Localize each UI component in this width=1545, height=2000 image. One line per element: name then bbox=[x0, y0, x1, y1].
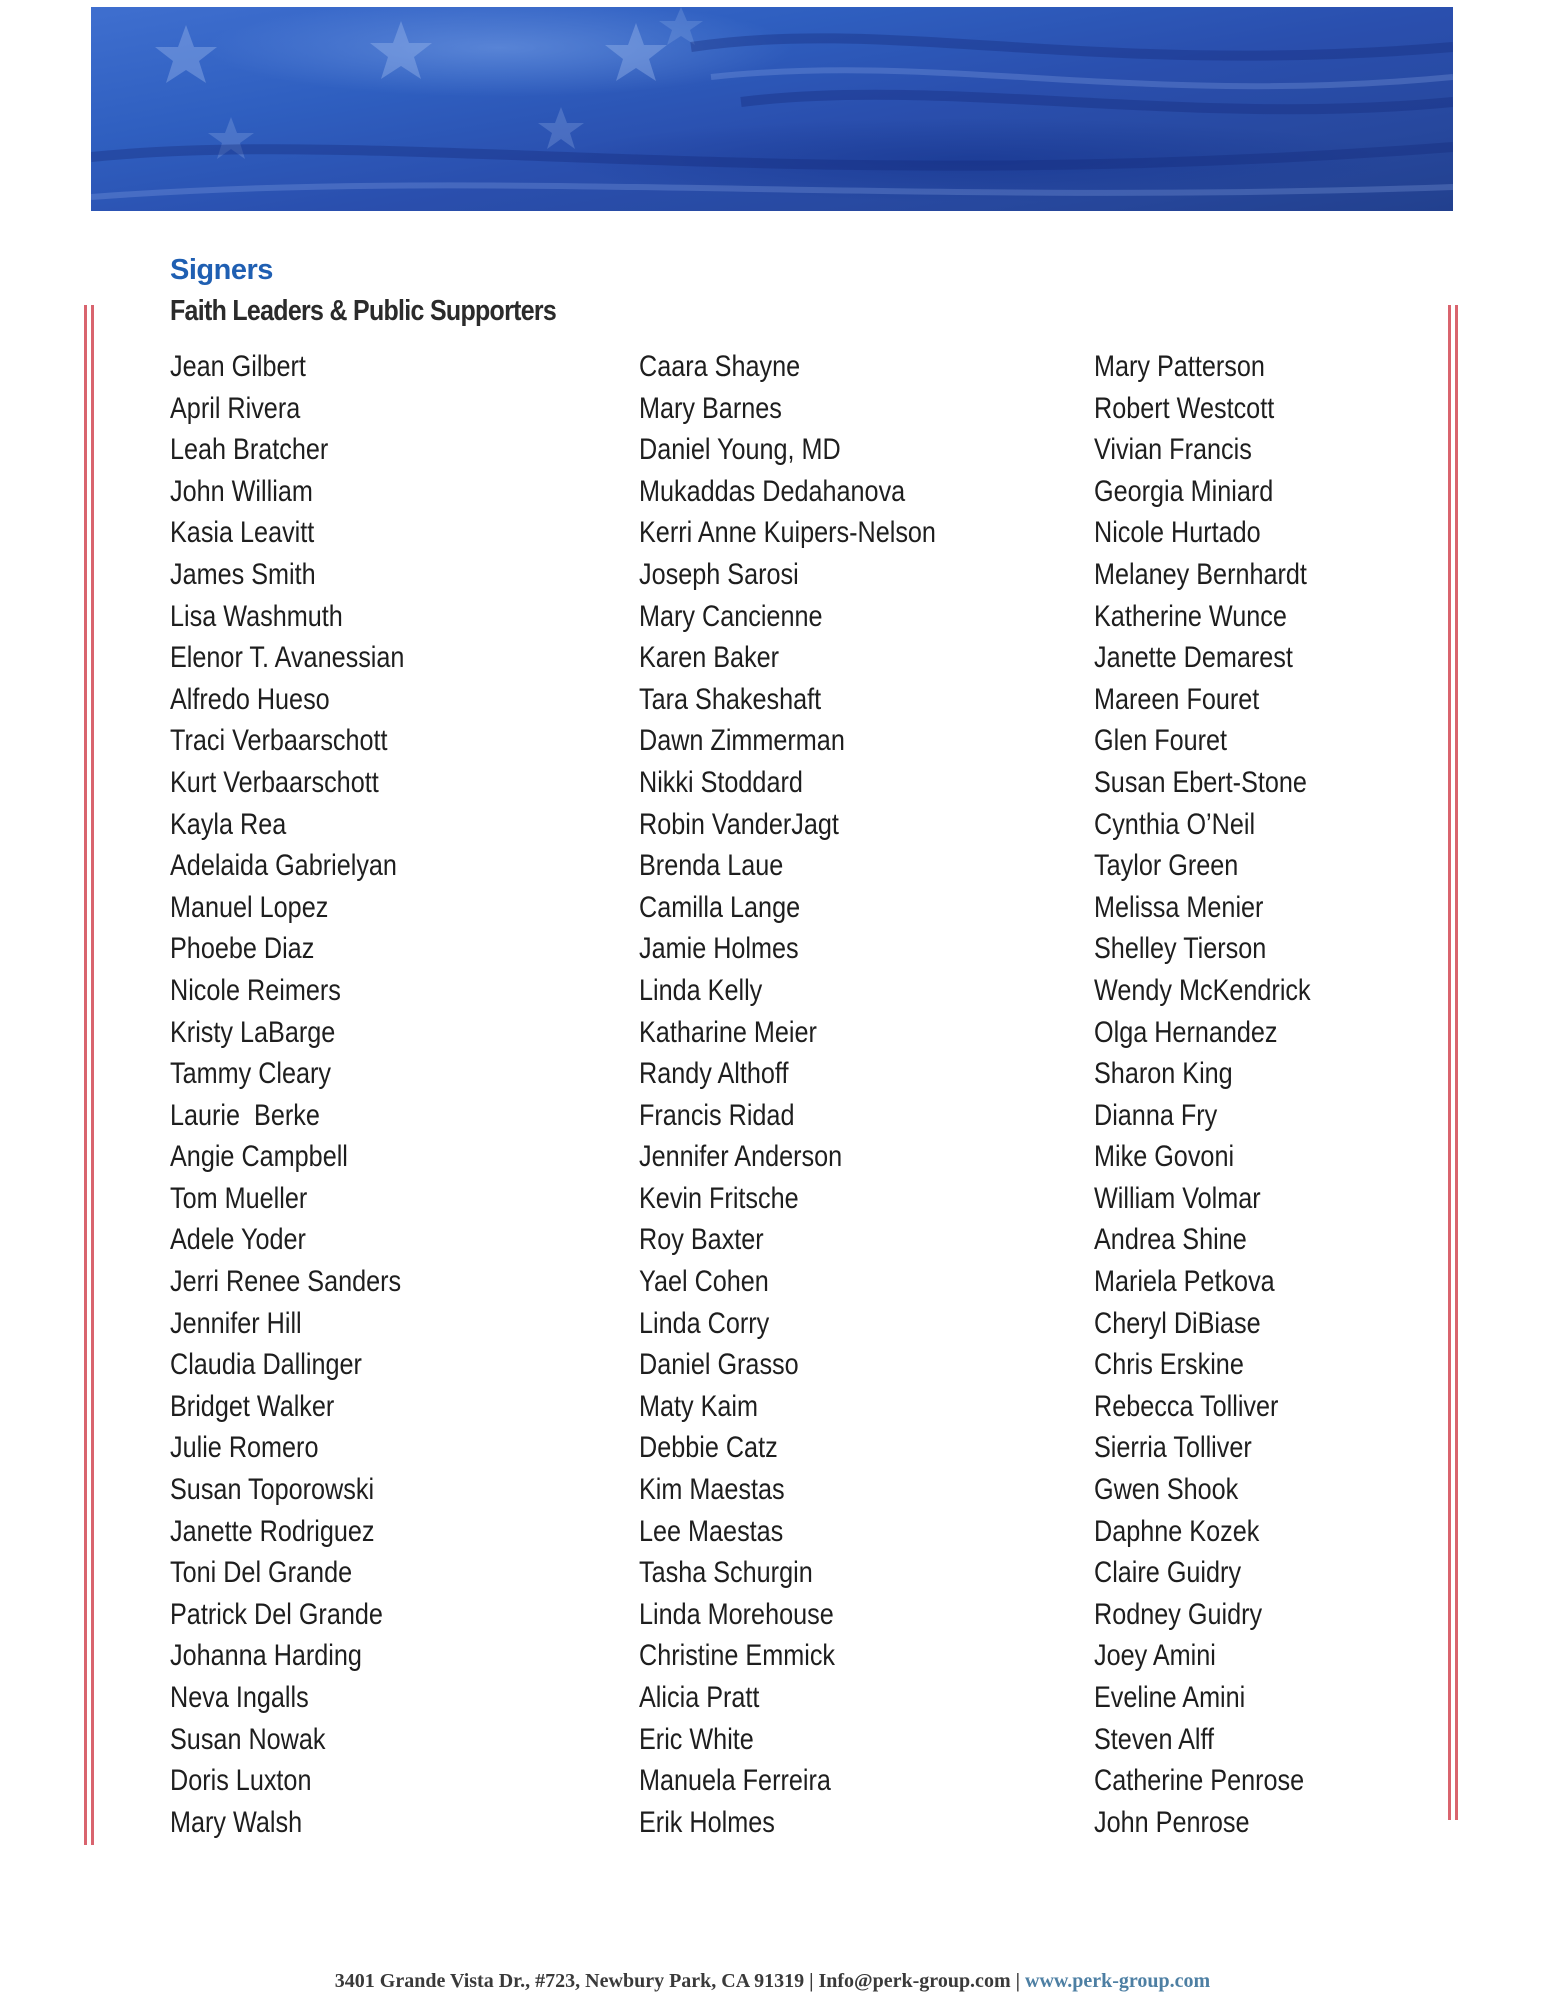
signer-name: Robert Westcott bbox=[1094, 391, 1275, 425]
signer-name: Linda Morehouse bbox=[639, 1597, 834, 1631]
signer-name: Gwen Shook bbox=[1094, 1473, 1239, 1507]
signer-name: Nicole Hurtado bbox=[1094, 516, 1261, 550]
signer-name: Angie Campbell bbox=[170, 1140, 348, 1174]
signer-name: Nikki Stoddard bbox=[639, 765, 803, 799]
section-subtitle: Faith Leaders & Public Supporters bbox=[170, 295, 557, 327]
signer-name: Jerri Renee Sanders bbox=[170, 1265, 402, 1299]
footer-website-link[interactable]: www.perk-group.com bbox=[1025, 1970, 1211, 1992]
signer-name: Mareen Fouret bbox=[1094, 682, 1260, 716]
signer-name: Susan Nowak bbox=[170, 1722, 326, 1756]
signers-column-2 bbox=[639, 346, 993, 1843]
signer-name: Traci Verbaarschott bbox=[170, 724, 388, 758]
signer-name: Rebecca Tolliver bbox=[1094, 1389, 1279, 1423]
right-margin-double-line bbox=[1448, 305, 1458, 1820]
signer-name: April Rivera bbox=[170, 391, 301, 425]
signer-name: Manuela Ferreira bbox=[639, 1764, 831, 1798]
signer-name: Karen Baker bbox=[639, 641, 780, 675]
signer-name: Tara Shakeshaft bbox=[639, 682, 822, 716]
signer-name: Jennifer Anderson bbox=[639, 1140, 843, 1174]
signer-name: Claire Guidry bbox=[1094, 1556, 1242, 1590]
signer-name: Eric White bbox=[639, 1722, 754, 1756]
signer-name: Lisa Washmuth bbox=[170, 599, 343, 633]
signer-name: Kurt Verbaarschott bbox=[170, 765, 379, 799]
signer-name: Shelley Tierson bbox=[1094, 932, 1267, 966]
signer-name: Susan Ebert-Stone bbox=[1094, 765, 1307, 799]
signer-name: Yael Cohen bbox=[639, 1265, 769, 1299]
signer-name: Susan Toporowski bbox=[170, 1473, 375, 1507]
signer-name: Adele Yoder bbox=[170, 1223, 306, 1257]
signer-name: Kristy LaBarge bbox=[170, 1015, 336, 1049]
signer-name: Phoebe Diaz bbox=[170, 932, 315, 966]
signer-name: Patrick Del Grande bbox=[170, 1597, 383, 1631]
signer-name: Erik Holmes bbox=[639, 1805, 775, 1839]
signer-name: Steven Alff bbox=[1094, 1722, 1215, 1756]
american-flag-banner bbox=[91, 7, 1453, 211]
signer-name: Mary Cancienne bbox=[639, 599, 823, 633]
signer-name: Kerri Anne Kuipers-Nelson bbox=[639, 516, 936, 550]
signer-name: Roy Baxter bbox=[639, 1223, 764, 1257]
signer-name: Mukaddas Dedahanova bbox=[639, 474, 906, 508]
signer-name: Chris Erskine bbox=[1094, 1348, 1244, 1382]
signer-name: Maty Kaim bbox=[639, 1389, 759, 1423]
signer-name: Glen Fouret bbox=[1094, 724, 1228, 758]
signer-name: Lee Maestas bbox=[639, 1514, 784, 1548]
signer-name: Jennifer Hill bbox=[170, 1306, 302, 1340]
signer-name: Georgia Miniard bbox=[1094, 474, 1274, 508]
signer-name: Cynthia O’Neil bbox=[1094, 807, 1256, 841]
signer-name: Dawn Zimmerman bbox=[639, 724, 845, 758]
signer-name: Caara Shayne bbox=[639, 350, 801, 383]
footer bbox=[0, 1970, 1545, 1993]
signer-name: Bridget Walker bbox=[170, 1389, 335, 1423]
signer-name: John William bbox=[170, 474, 313, 508]
signer-name: Joey Amini bbox=[1094, 1639, 1216, 1673]
signer-name: Neva Ingalls bbox=[170, 1681, 309, 1714]
signer-name: Melaney Bernhardt bbox=[1094, 557, 1307, 591]
signer-name: Catherine Penrose bbox=[1094, 1764, 1305, 1798]
signer-name: Julie Romero bbox=[170, 1431, 319, 1465]
left-margin-double-line bbox=[84, 305, 94, 1845]
signer-name: Daphne Kozek bbox=[1094, 1514, 1260, 1548]
signer-name: Elenor T. Avanessian bbox=[170, 641, 405, 675]
signer-name: Linda Corry bbox=[639, 1306, 770, 1340]
signer-name: Mariela Petkova bbox=[1094, 1265, 1275, 1299]
signer-name: Jean Gilbert bbox=[170, 350, 306, 383]
signer-name: Alfredo Hueso bbox=[170, 682, 330, 716]
signer-name: Tammy Cleary bbox=[170, 1057, 332, 1091]
signer-name: Johanna Harding bbox=[170, 1639, 362, 1673]
signer-name: Christine Emmick bbox=[639, 1639, 836, 1673]
signer-name: Andrea Shine bbox=[1094, 1223, 1247, 1257]
section-title: Signers bbox=[170, 254, 273, 286]
signer-name: William Volmar bbox=[1094, 1181, 1261, 1215]
signer-name: Mary Barnes bbox=[639, 391, 782, 425]
signer-name: Cheryl DiBiase bbox=[1094, 1306, 1261, 1340]
signer-name: Olga Hernandez bbox=[1094, 1015, 1278, 1049]
signer-name: Katharine Meier bbox=[639, 1015, 817, 1049]
signer-name: Alicia Pratt bbox=[639, 1681, 760, 1714]
signer-name: Mary Walsh bbox=[170, 1805, 303, 1839]
signer-name: Melissa Menier bbox=[1094, 890, 1264, 924]
signer-name: Toni Del Grande bbox=[170, 1556, 353, 1590]
signer-name: Mike Govoni bbox=[1094, 1140, 1235, 1174]
signer-name: Randy Althoff bbox=[639, 1057, 789, 1091]
signer-name: John Penrose bbox=[1094, 1805, 1250, 1839]
signer-name: Dianna Fry bbox=[1094, 1098, 1218, 1132]
signer-name: Eveline Amini bbox=[1094, 1681, 1246, 1714]
signer-name: Tom Mueller bbox=[170, 1181, 308, 1215]
signer-name: Sharon King bbox=[1094, 1057, 1233, 1091]
signers-column-1 bbox=[170, 346, 449, 1843]
flag-stars-graphic bbox=[91, 7, 1453, 211]
signer-name: Leah Bratcher bbox=[170, 433, 329, 467]
signer-name: Claudia Dallinger bbox=[170, 1348, 362, 1382]
signer-name: Laurie Berke bbox=[170, 1098, 320, 1132]
signer-name: Janette Rodriguez bbox=[170, 1514, 375, 1548]
footer-address: 3401 Grande Vista Dr., #723, Newbury Park, CA 91319 | Info@perk-group.com | bbox=[334, 1970, 1026, 1992]
signer-name: Manuel Lopez bbox=[170, 890, 329, 924]
signer-name: Debbie Catz bbox=[639, 1431, 778, 1465]
signer-name: Adelaida Gabrielyan bbox=[170, 849, 397, 883]
signer-name: Brenda Laue bbox=[639, 849, 784, 883]
signer-name: Nicole Reimers bbox=[170, 973, 341, 1007]
signer-name: Jamie Holmes bbox=[639, 932, 799, 966]
signer-name: Taylor Green bbox=[1094, 849, 1239, 883]
signer-name: James Smith bbox=[170, 557, 316, 591]
signer-name: Kasia Leavitt bbox=[170, 516, 315, 550]
signer-name: Robin VanderJagt bbox=[639, 807, 839, 841]
signer-name: Francis Ridad bbox=[639, 1098, 795, 1132]
signer-name: Janette Demarest bbox=[1094, 641, 1293, 675]
signer-name: Doris Luxton bbox=[170, 1764, 312, 1798]
signer-name: Daniel Grasso bbox=[639, 1348, 799, 1382]
signer-name: Mary Patterson bbox=[1094, 350, 1265, 383]
signer-name: Camilla Lange bbox=[639, 890, 801, 924]
signer-name: Vivian Francis bbox=[1094, 433, 1252, 467]
signers-column-3 bbox=[1094, 346, 1352, 1843]
signer-name: Tasha Schurgin bbox=[639, 1556, 813, 1590]
signer-name: Rodney Guidry bbox=[1094, 1597, 1263, 1631]
signer-name: Sierria Tolliver bbox=[1094, 1431, 1252, 1465]
signer-name: Linda Kelly bbox=[639, 973, 763, 1007]
signer-name: Kevin Fritsche bbox=[639, 1181, 799, 1215]
signer-name: Kayla Rea bbox=[170, 807, 287, 841]
signer-name: Joseph Sarosi bbox=[639, 557, 799, 591]
signer-name: Kim Maestas bbox=[639, 1473, 785, 1507]
signer-name: Wendy McKendrick bbox=[1094, 973, 1311, 1007]
signer-name: Katherine Wunce bbox=[1094, 599, 1287, 633]
signer-name: Daniel Young, MD bbox=[639, 433, 841, 467]
